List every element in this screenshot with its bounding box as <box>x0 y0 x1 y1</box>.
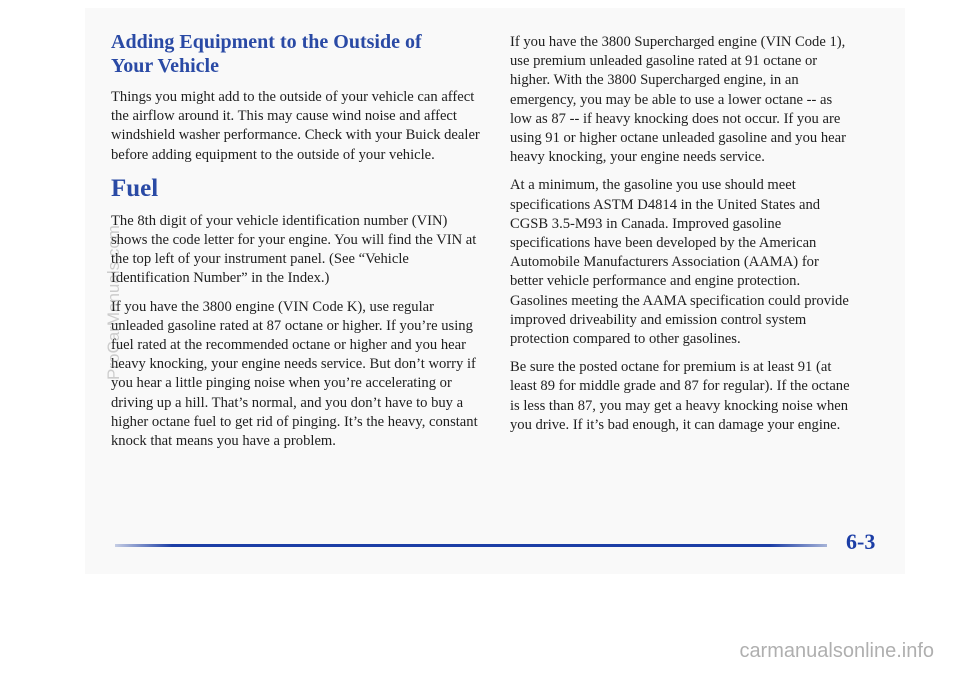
side-watermark: ProCarManuals.com <box>104 225 123 380</box>
section-title-adding-equipment: Adding Equipment to the Outside of Your Vehicle <box>111 31 422 77</box>
right-column <box>510 33 850 444</box>
paragraph-gasoline-specifications: At a minimum, the gasoline you use should meet specifications ASTM D4814 in the United States and CGSB 3.5-M93 in Canada. Improved gasoline specifications have been developed by the American Automobile Manufacturers Association (AAMA) for better vehicle performance and engine protection. Gasolines meeting the AAMA specification could provide improved driveability and emission control system protection compared to other gasolines. <box>510 177 849 348</box>
footer-rule <box>115 544 827 547</box>
paragraph-supercharged-engine: If you have the 3800 Supercharged engine (VIN Code 1), use premium unleaded gasoline rated at 91 octane or higher. With the 3800 Supercharged engine, in an emergency, you may be able to use a lower octane -- as low as 87 -- if heavy knocking does not occur. If you are using 91 or higher octane unleaded gasoline and you hear heavy knocking, your engine needs service. <box>510 34 846 166</box>
page-number: 6-3 <box>846 529 876 554</box>
bottom-watermark: carmanualsonline.info <box>739 640 934 662</box>
paragraph-posted-octane: Be sure the posted octane for premium is at least 91 (at least 89 for middle grade and 87 for regular). If the octane is less than 87, you may get a heavy knocking noise when you drive. If it’s bad enough, it can damage your engine. <box>510 359 850 433</box>
left-column <box>111 30 481 460</box>
paragraph-vin: The 8th digit of your vehicle identification number (VIN) shows the code letter for your engine. You will find the VIN at the top left of your instrument panel. (See “Vehicle Identification Number” in the Index.) <box>111 212 477 287</box>
paragraph-adding-equipment: Things you might add to the outside of your vehicle can affect the airflow around it. This may cause wind noise and affect windshield washer performance. Check with your Buick dealer before adding equipment to the outside of your vehicle. <box>111 89 480 163</box>
paragraph-3800-engine: If you have the 3800 engine (VIN Code K), use regular unleaded gasoline rated at 87 octane or higher. If you’re using fuel rated at the recommended octane or higher and you hear heavy knocking, your engine needs service. But don’t worry if you hear a little pinging noise when you’re accelerating or driving up a hill. That’s normal, and you don’t have to buy a higher octane fuel to get rid of pinging. It’s the heavy, constant knock that means you have a problem. <box>111 298 478 450</box>
section-title-fuel: Fuel <box>111 174 159 202</box>
